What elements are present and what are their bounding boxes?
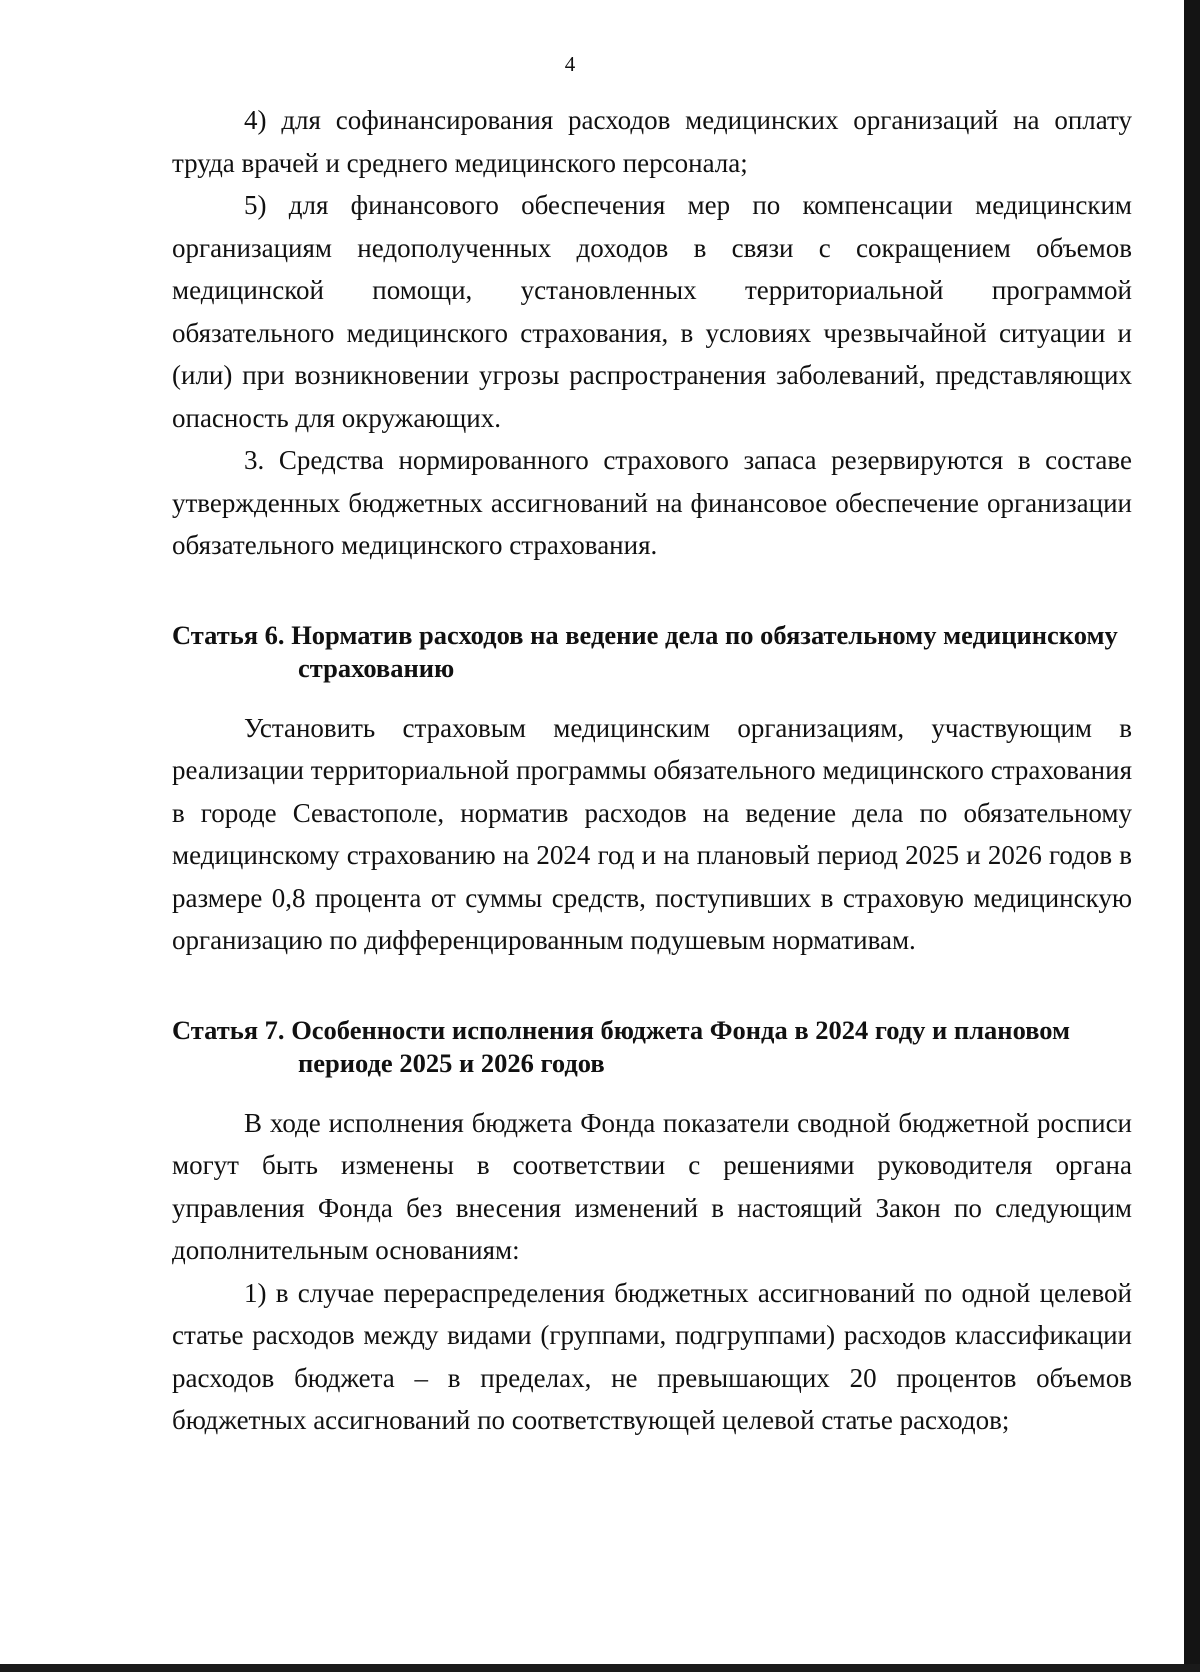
article-7-list-item-1: 1) в случае перераспределения бюджетных ассигнований по одной целевой статье расходов между видами (группами, подгруппами) расходов классификации расходов бюджета – в пределах, не превышающих 20 процентов объемов бюджетных ассигнований по соответствующей целевой статье расходов; (172, 1277, 1132, 1435)
article-6-paragraph: Установить страховым медицинским организациям, участвующим в реализации территориальной программы обязательного медицинского страхования в городе Севастополе, норматив расходов на ведение дела по обязательному медицинскому страхованию на 2024 год и на плановый период 2025 и 2026 годов в размере 0,8 процента от суммы средств, поступивших в страховую медицинскую организацию по дифференцированным подушевым нормативам. (172, 712, 1132, 955)
scan-border-bottom (0, 1664, 1200, 1672)
list-item-5: 5) для финансового обеспечения мер по компенсации медицинским организациям недополученных доходов в связи с сокращением объемов медицинской помощи, установленных территориальной программой обязательного медицинского страхования, в условиях чрезвычайной ситуации и (или) при возникновении угрозы распространения заболеваний, представляющих опасность для окружающих. (172, 190, 1132, 433)
document-page (172, 52, 1132, 1442)
article-6-label: Статья 6. (172, 619, 285, 650)
article-7-paragraph-1: В ходе исполнения бюджета Фонда показатели сводной бюджетной росписи могут быть изменены в соответствии с решениями руководителя органа управления Фонда без внесения изменений в настоящий Закон по следующим дополнительным основаниям: (172, 1107, 1132, 1265)
clause-3: 3. Средства нормированного страхового запаса резервируются в составе утвержденных бюджетных ассигнований на финансовое обеспечение организации обязательного медицинского страхования. (172, 445, 1132, 560)
article-7-label: Статья 7. (172, 1014, 285, 1045)
article-6-heading (172, 619, 1128, 685)
page-number: 4 (564, 52, 576, 76)
article-6-title: Норматив расходов на ведение дела по обязательному медицинскому страхованию (291, 619, 1118, 683)
list-item-4: 4) для софинансирования расходов медицинских организаций на оплату труда врачей и среднего медицинского персонала; (172, 105, 1132, 178)
article-7-title: Особенности исполнения бюджета Фонда в 2024 году и плановом периоде 2025 и 2026 годов (291, 1014, 1071, 1078)
article-7-heading (172, 1014, 1128, 1080)
scan-border-right (1184, 0, 1200, 1672)
